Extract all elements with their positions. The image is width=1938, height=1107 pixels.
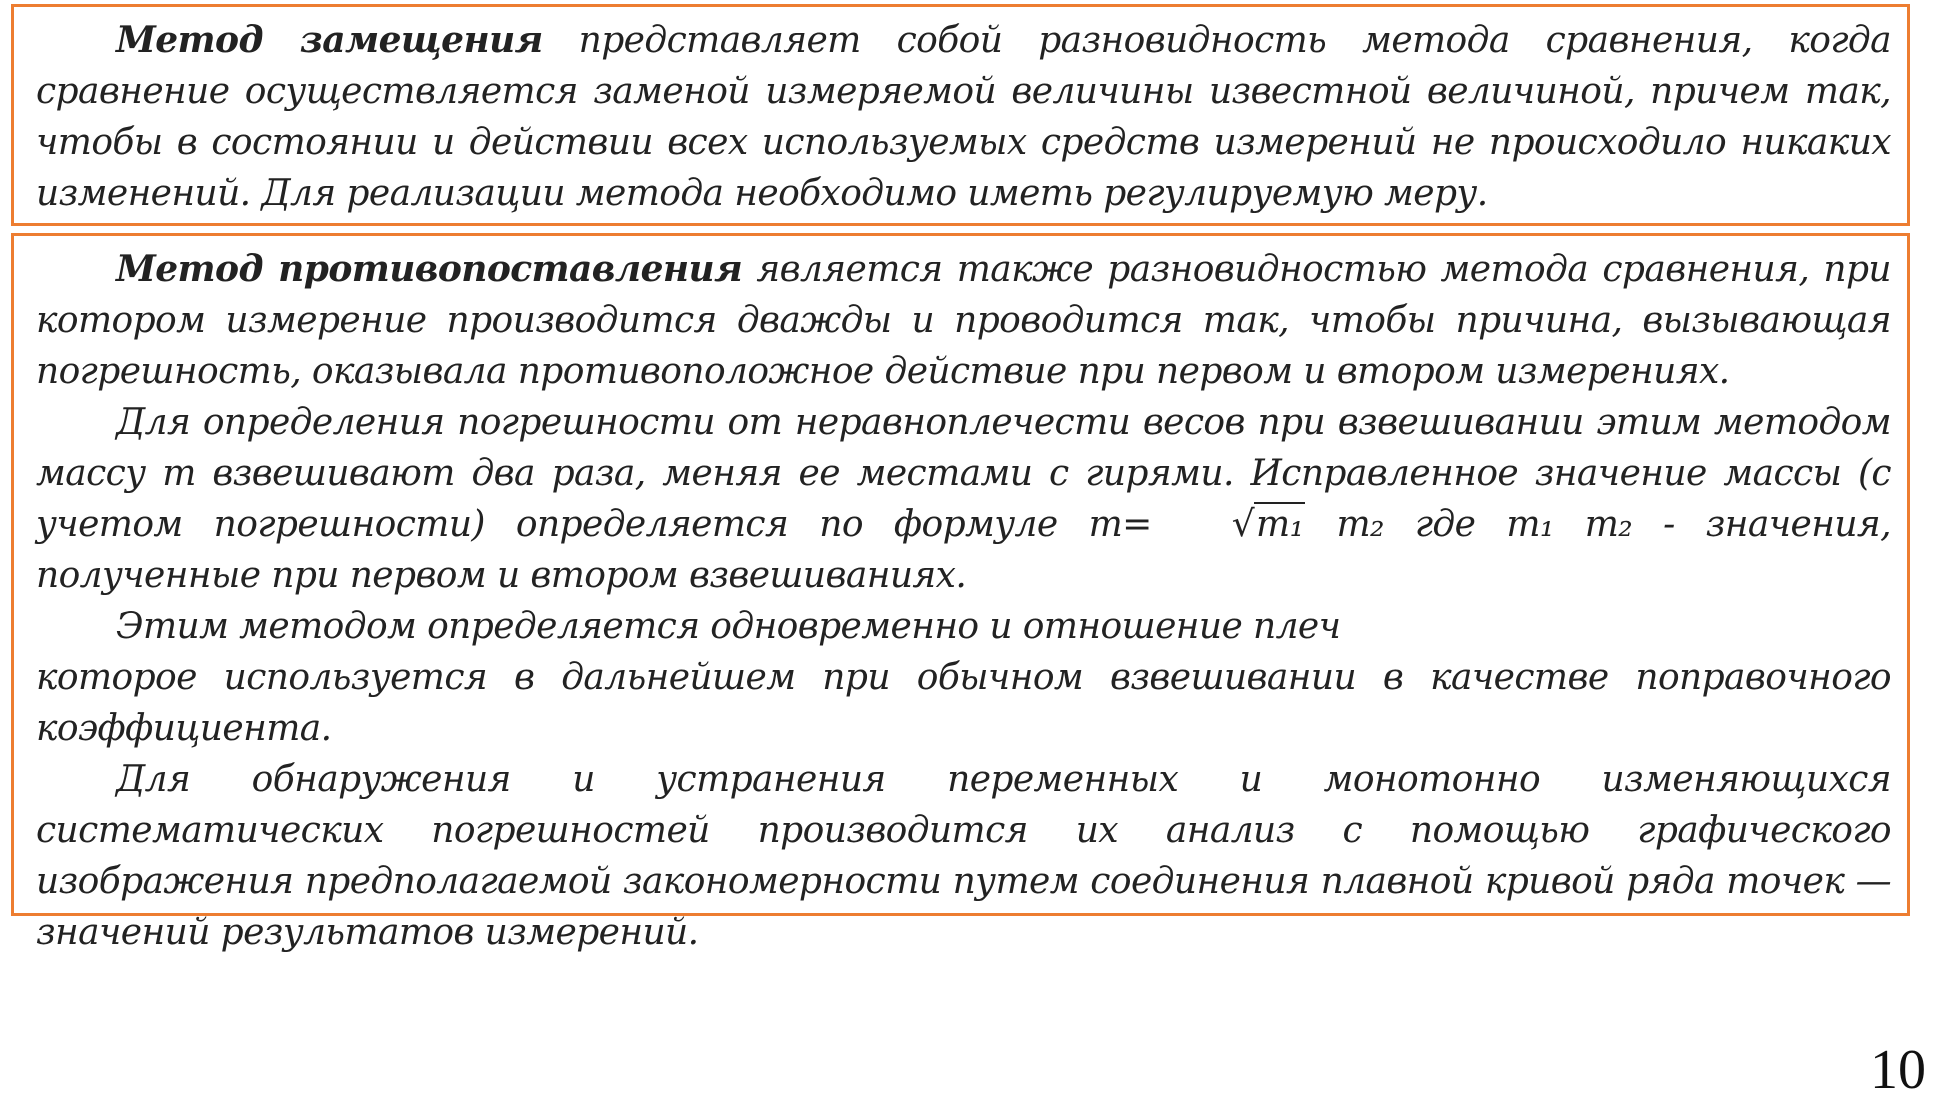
arm-ratio-line (36, 601, 1891, 652)
weighing-paragraph (36, 397, 1891, 601)
formula-m2: m₂ (1336, 504, 1384, 545)
opposition-method-term: Метод противопоставления (116, 248, 743, 290)
weighing-text-before: Для определения погрешности от неравноплечести весов при взвешивании этим методом массу m взвешивают два раза, меняя ее местами с гирями. Исправленное значение массы (с учетом погрешности) определяется по формуле m= (36, 402, 1891, 545)
formula-m1: m₁ (1256, 504, 1304, 545)
substitution-method-term: Метод замещения (116, 19, 543, 61)
substitution-method-box (11, 4, 1910, 226)
arm-ratio-text: Этим методом определяется одновременно и отношение плеч (116, 606, 1341, 647)
substitution-method-text: представляет собой разновидность метода сравнения, когда сравнение осуществляется заменой измеряемой величины известной величиной, причем так, чтобы в состоянии и действии всех используемых средств измерений не происходило никаких изменений. Для реализации метода необходимо иметь регулируемую меру. (36, 20, 1891, 214)
systematic-errors-text: Для обнаружения и устранения переменных и монотонно изменяющихся систематических погрешностей производится их анализ с помощью графического изображения предполагаемой закономерности путем соединения плавной кривой ряда точек — значений результатов измерений. (36, 759, 1891, 953)
opposition-method-box (11, 233, 1910, 953)
correction-paragraph (36, 652, 1891, 754)
sqrt-formula (1152, 499, 1306, 550)
opposition-method-paragraph (36, 244, 1891, 397)
correction-text: которое используется в дальнейшем при обычном взвешивании в качестве поправочного коэффициента. (36, 657, 1891, 749)
weighing-text-after: где m₁ m₂ - значения, полученные при первом и втором взвешиваниях. (36, 504, 1891, 596)
sqrt-sign: √ (1231, 504, 1255, 545)
page-number: 10 (1870, 1039, 1926, 1101)
substitution-method-paragraph (36, 15, 1891, 219)
opposition-method-text: является также разновидностью метода сравнения, при котором измерение производится дважды и проводится так, чтобы причина, вызывающая погрешность, оказывала противоположное действие при первом и втором измерениях. (36, 249, 1891, 392)
systematic-errors-paragraph (36, 754, 1891, 958)
